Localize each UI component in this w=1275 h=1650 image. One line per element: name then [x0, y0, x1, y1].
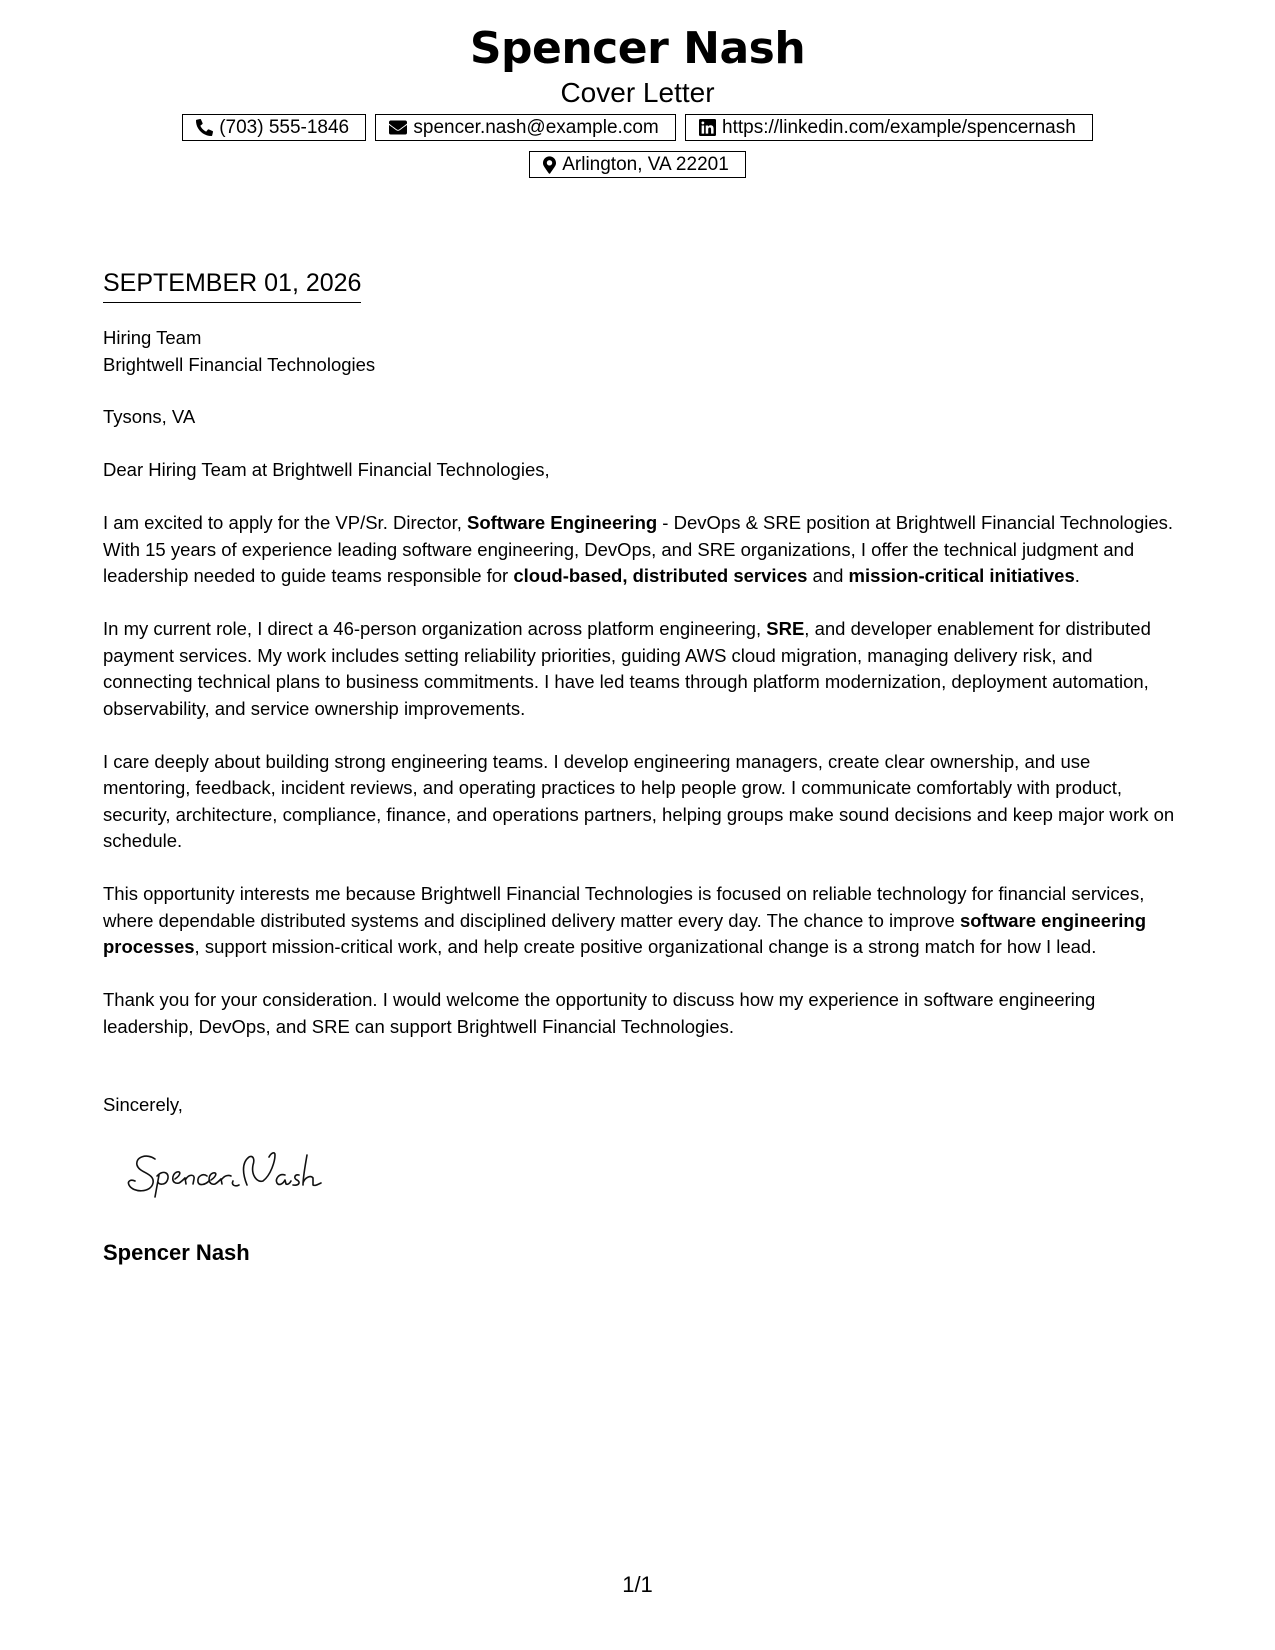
contact-email[interactable]: [375, 114, 675, 141]
signoff: Sincerely,: [103, 1094, 183, 1115]
contact-linkedin[interactable]: [685, 114, 1093, 141]
email-text: spencer.nash@example.com: [413, 116, 659, 138]
contact-row-1: [0, 114, 1275, 141]
envelope-icon: [389, 120, 407, 135]
paragraph-opportunity: This opportunity interests me because Brightwell Financial Technologies is focused on reliable technology for financial services, where dependable distributed systems and disciplined delivery matter every day. The chance to improve software engineering processes, support mission-critical work, and help create positive organizational change is a strong match for how I lead.: [103, 883, 1147, 957]
paragraph-current-role: In my current role, I direct a 46-person organization across platform engineering, SRE, and developer enablement for distributed payment services. My work includes setting reliability priorities, guiding AWS cloud migration, managing delivery risk, and connecting technical plans to business commitments. I have led teams through platform modernization, deployment automation, observability, and service ownership improvements.: [103, 618, 1151, 719]
phone-text: (703) 555-1846: [219, 116, 350, 138]
contact-phone[interactable]: [182, 114, 366, 141]
applicant-name: Spencer Nash: [469, 23, 806, 74]
salutation: Dear Hiring Team at Brightwell Financial Technologies,: [103, 459, 550, 480]
contact-row-2: [0, 151, 1275, 178]
signed-name: Spencer Nash: [103, 1240, 250, 1265]
location-text: Arlington, VA 22201: [562, 153, 729, 175]
paragraph-teams: I care deeply about building strong engineering teams. I develop engineering managers, create clear ownership, and use mentoring, feedback, incident reviews, and operating practices to help people grow. I communicate comfortably with product, security, architecture, compliance, finance, and operations partners, helping groups make sound decisions and keep major work on schedule.: [103, 750, 1175, 851]
paragraph-closing: Thank you for your consideration. I would welcome the opportunity to discuss how my experience in software engineering leadership, DevOps, and SRE can support Brightwell Financial Technologies.: [103, 989, 1096, 1037]
letter-date: SEPTEMBER 01, 2026: [103, 268, 361, 303]
document-subtitle: Cover Letter: [560, 77, 715, 108]
linkedin-icon: [699, 119, 716, 136]
letter-body: [103, 325, 1178, 1040]
page-indicator: 1/1: [622, 1572, 653, 1597]
paragraph-intro: I am excited to apply for the VP/Sr. Director, Software Engineering - DevOps & SRE position at Brightwell Financial Technologies. With 15 years of experience leading software engineering, DevOps, and SRE organizations, I offer the technical judgment and leadership needed to guide teams responsible for cloud-based, distributed services and mission-critical initiatives.: [103, 512, 1174, 586]
linkedin-text: https://linkedin.com/example/spencernash: [722, 116, 1076, 138]
letter-header: [0, 22, 1275, 110]
contact-location: [529, 151, 746, 178]
map-marker-icon: [543, 156, 556, 174]
recipient-city: Tysons, VA: [103, 406, 196, 427]
recipient-line-1: Hiring Team: [103, 327, 202, 348]
phone-icon: [196, 119, 213, 136]
recipient-company: Brightwell Financial Technologies: [103, 353, 376, 375]
handwritten-signature: [125, 1145, 345, 1205]
